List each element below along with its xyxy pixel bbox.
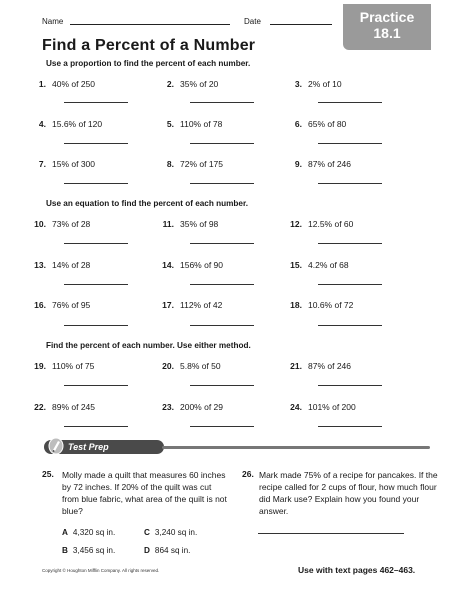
problem bbox=[158, 219, 218, 229]
answer-line[interactable] bbox=[64, 284, 128, 285]
answer-line[interactable] bbox=[318, 284, 382, 285]
practice-number: 18.1 bbox=[373, 25, 401, 41]
section-instruction: Use an equation to find the percent of each number. bbox=[46, 199, 248, 208]
problem-text: 200% of 29 bbox=[180, 402, 224, 412]
section-instruction: Use a proportion to find the percent of each number. bbox=[46, 59, 251, 68]
problem-number: 20. bbox=[162, 361, 174, 371]
choice-text: 3,240 sq in. bbox=[154, 528, 198, 537]
answer-line[interactable] bbox=[190, 102, 254, 103]
worksheet-header bbox=[0, 0, 469, 60]
problem bbox=[30, 79, 95, 89]
choice-letter: B bbox=[62, 546, 68, 555]
answer-choice[interactable] bbox=[144, 528, 197, 537]
answer-line[interactable] bbox=[64, 426, 128, 427]
answer-line[interactable] bbox=[190, 183, 254, 184]
answer-line[interactable] bbox=[64, 325, 128, 326]
problem-number: 4. bbox=[38, 119, 46, 129]
problem-number: 13. bbox=[34, 260, 46, 270]
problem-number: 11. bbox=[162, 219, 174, 229]
problem-number: 8. bbox=[166, 159, 174, 169]
choice-letter: A bbox=[62, 528, 68, 537]
problem bbox=[286, 159, 351, 169]
problem-text: 112% of 42 bbox=[180, 300, 223, 310]
problem-number: 23. bbox=[162, 402, 174, 412]
date-label: Date bbox=[244, 17, 261, 26]
choice-letter: C bbox=[144, 528, 150, 537]
problem-text: 15% of 300 bbox=[52, 159, 96, 169]
problem bbox=[286, 219, 353, 229]
problem-text: 101% of 200 bbox=[308, 402, 356, 412]
problem-text: 87% of 246 bbox=[308, 159, 352, 169]
answer-line[interactable] bbox=[258, 533, 404, 534]
problem bbox=[286, 361, 351, 371]
problem-text: 110% of 78 bbox=[180, 119, 223, 129]
problem-number: 3. bbox=[294, 79, 302, 89]
problem-number: 19. bbox=[34, 361, 46, 371]
problem-number: 18. bbox=[290, 300, 302, 310]
problem-number: 7. bbox=[38, 159, 46, 169]
problem-text: 87% of 246 bbox=[308, 361, 352, 371]
answer-line[interactable] bbox=[318, 183, 382, 184]
problem bbox=[30, 361, 94, 371]
problem-number: 2. bbox=[166, 79, 174, 89]
answer-line[interactable] bbox=[318, 143, 382, 144]
problem-text: 110% of 75 bbox=[52, 361, 95, 371]
answer-line[interactable] bbox=[64, 385, 128, 386]
section-instruction: Find the percent of each number. Use either method. bbox=[46, 341, 251, 350]
question-text: Mark made 75% of a recipe for pancakes. If the recipe called for 2 cups of flour, how much flour did Mark use? Explain how you found your answer. bbox=[259, 470, 438, 516]
answer-line[interactable] bbox=[318, 102, 382, 103]
problem-text: 12.5% of 60 bbox=[308, 219, 354, 229]
choice-text: 4,320 sq in. bbox=[72, 528, 116, 537]
problem-number: 21. bbox=[290, 361, 302, 371]
problem-number: 6. bbox=[294, 119, 302, 129]
text-pages-note: Use with text pages 462–463. bbox=[298, 565, 416, 575]
answer-line[interactable] bbox=[190, 426, 254, 427]
answer-line[interactable] bbox=[190, 325, 254, 326]
problem-text: 10.6% of 72 bbox=[308, 300, 354, 310]
practice-label: Practice bbox=[359, 9, 415, 25]
problem-number: 5. bbox=[166, 119, 174, 129]
answer-line[interactable] bbox=[64, 183, 128, 184]
answer-choice[interactable] bbox=[62, 546, 115, 555]
answer-line[interactable] bbox=[318, 385, 382, 386]
answer-line[interactable] bbox=[318, 325, 382, 326]
problem bbox=[30, 402, 95, 412]
problem-text: 4.2% of 68 bbox=[308, 260, 349, 270]
question-number: 25. bbox=[42, 469, 54, 479]
question-number: 26. bbox=[242, 469, 254, 479]
problem-text: 15.6% of 120 bbox=[52, 119, 103, 129]
problem bbox=[158, 361, 221, 371]
problem bbox=[286, 260, 349, 270]
date-field[interactable] bbox=[270, 24, 332, 25]
problem bbox=[158, 300, 222, 310]
copyright-notice: Copyright © Houghton Mifflin Company. All rights reserved. bbox=[42, 568, 160, 573]
answer-line[interactable] bbox=[64, 243, 128, 244]
problem-text: 73% of 28 bbox=[52, 219, 91, 229]
test-prep-rule bbox=[162, 446, 430, 449]
test-prep-banner bbox=[44, 440, 432, 454]
problem-text: 76% of 95 bbox=[52, 300, 91, 310]
practice-badge bbox=[343, 4, 431, 50]
pencil-icon bbox=[48, 437, 64, 455]
choice-text: 864 sq in. bbox=[154, 546, 191, 555]
answer-choice[interactable] bbox=[62, 528, 115, 537]
answer-line[interactable] bbox=[64, 102, 128, 103]
problem-text: 14% of 28 bbox=[52, 260, 91, 270]
answer-choice[interactable] bbox=[144, 546, 190, 555]
problem-number: 17. bbox=[162, 300, 174, 310]
problem bbox=[30, 159, 95, 169]
problem bbox=[286, 79, 342, 89]
problem-text: 35% of 20 bbox=[180, 79, 219, 89]
problem-number: 10. bbox=[34, 219, 46, 229]
problem bbox=[286, 300, 353, 310]
problem-text: 156% of 90 bbox=[180, 260, 224, 270]
choice-text: 3,456 sq in. bbox=[72, 546, 116, 555]
problem bbox=[158, 402, 223, 412]
answer-line[interactable] bbox=[318, 426, 382, 427]
problem bbox=[158, 260, 223, 270]
problem bbox=[286, 402, 356, 412]
problem-text: 72% of 175 bbox=[180, 159, 224, 169]
problem-text: 2% of 10 bbox=[308, 79, 342, 89]
problem-number: 12. bbox=[290, 219, 302, 229]
problem bbox=[30, 260, 90, 270]
problem bbox=[30, 300, 90, 310]
problem-number: 16. bbox=[34, 300, 46, 310]
problem-number: 1. bbox=[38, 79, 46, 89]
answer-line[interactable] bbox=[318, 243, 382, 244]
problem bbox=[158, 119, 222, 129]
problem-text: 40% of 250 bbox=[52, 79, 96, 89]
problem-number: 24. bbox=[290, 402, 302, 412]
problem-number: 14. bbox=[162, 260, 174, 270]
problem bbox=[158, 79, 218, 89]
problem-number: 22. bbox=[34, 402, 46, 412]
problem-text: 5.8% of 50 bbox=[180, 361, 221, 371]
answer-line[interactable] bbox=[190, 284, 254, 285]
problem-number: 9. bbox=[294, 159, 302, 169]
problem-text: 89% of 245 bbox=[52, 402, 96, 412]
choice-letter: D bbox=[144, 546, 150, 555]
name-field[interactable] bbox=[70, 24, 230, 25]
test-prep-label: Test Prep bbox=[44, 440, 164, 454]
answer-line[interactable] bbox=[190, 385, 254, 386]
answer-line[interactable] bbox=[190, 243, 254, 244]
problem-text: 65% of 80 bbox=[308, 119, 347, 129]
page-title: Find a Percent of a Number bbox=[42, 37, 256, 54]
problem bbox=[158, 159, 223, 169]
problem bbox=[30, 219, 90, 229]
problem bbox=[30, 119, 102, 129]
answer-line[interactable] bbox=[190, 143, 254, 144]
name-label: Name bbox=[42, 17, 64, 26]
problem bbox=[286, 119, 346, 129]
question-text: Molly made a quilt that measures 60 inches by 72 inches. If 20% of the quilt was cut from blue fabric, what area of the quilt is not blue? bbox=[62, 470, 227, 516]
problem-number: 15. bbox=[290, 260, 302, 270]
answer-line[interactable] bbox=[64, 143, 128, 144]
problem-text: 35% of 98 bbox=[180, 219, 219, 229]
